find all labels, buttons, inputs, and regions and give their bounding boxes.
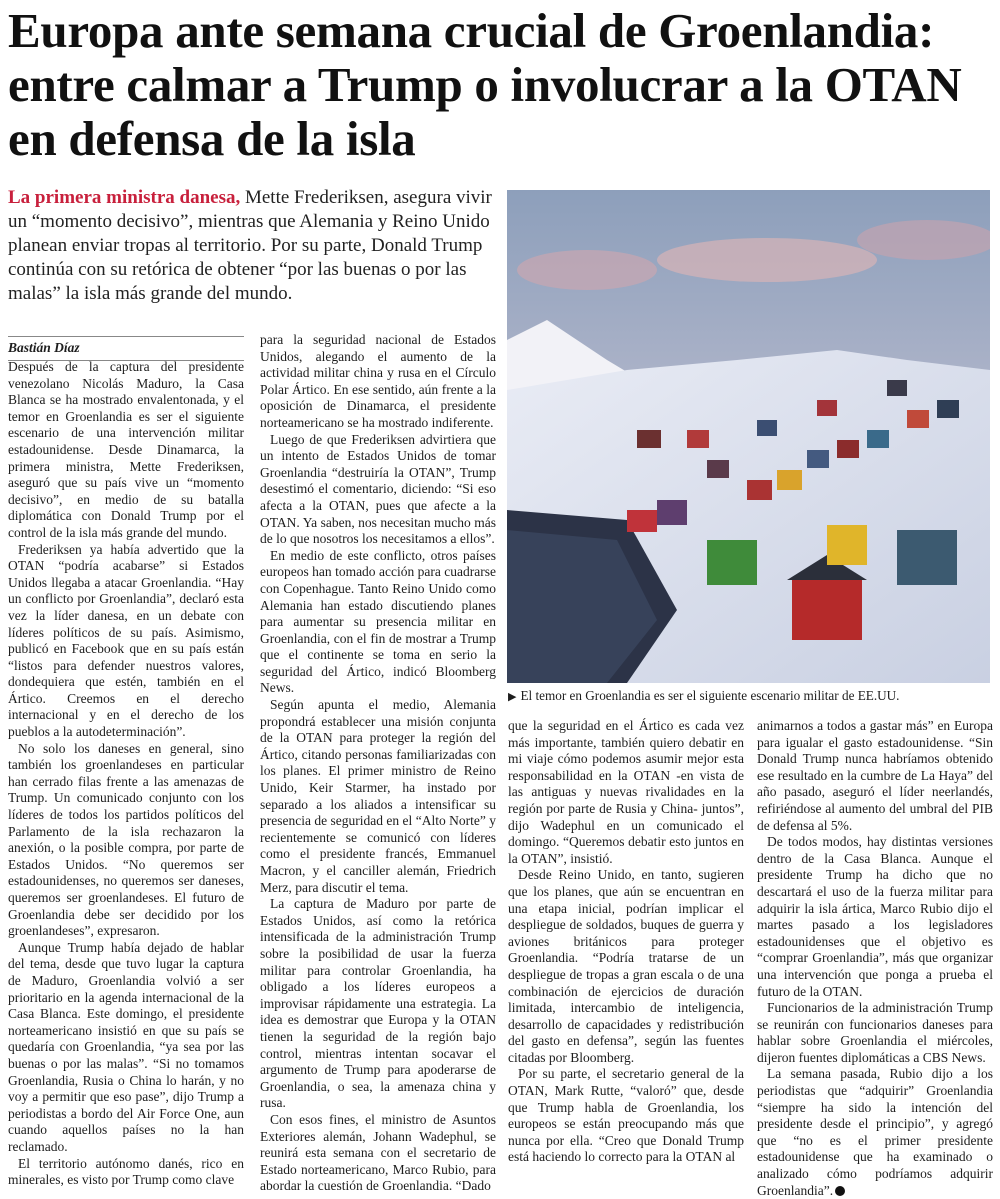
paragraph: Después de la captura del presidente venezolano Nicolás Maduro, la Casa Blanca se ha mostrado envalentonada, y el temor en Groenlandia es ser el siguiente escenario de una intervención militar estadounidense. Desde Dinamarca, la primera ministra, Mette Frederiksen, aseguró que su país vive un “momento decisivo”, en medio de su batalla diplomática con Donald Trump por el control de la isla más grande del mundo.: [8, 359, 244, 540]
photo-caption: [508, 688, 993, 705]
paragraph: La captura de Maduro por parte de Estados Unidos, así como la retórica intensificada de la administración Trump sobre la posibilidad de usar la fuerza militar para controlar Groenlandia, ha obligado a los líderes europeos a improvisar rápidamente una estrategia. La idea es demostrar que Europa y la OTAN tienen la seguridad de la región bajo control, mientras intentan socavar el argumento de Trump para apoderarse de Groenlandia, o sea, la amenaza china y rusa.: [260, 896, 496, 1111]
paragraph: De todos modos, hay distintas versiones dentro de la Casa Blanca. Aunque el presidente Trump ha dicho que no descartará el uso de la fuerza militar para adquirir la isla ártica, Marco Rubio dijo el martes pasado a los legisladores estadounidenses que el objetivo es “comprar Groenlandia”, más que organizar una intervención que ponga a prueba el futuro de la OTAN.: [757, 834, 993, 999]
paragraph: Luego de que Frederiksen advirtiera que un intento de Estados Unidos de tomar Groenlandia “destruiría la OTAN”, Trump desestimó el comentario, diciendo: “Si eso afecta a la OTAN, pues que afecte a la OTAN. Ya saben, nos necesitan mucho más de lo que nosotros los necesitamos a ellos”.: [260, 431, 496, 547]
article-column-2: [260, 332, 496, 1195]
article-column-4: [757, 718, 993, 1199]
paragraph: para la seguridad nacional de Estados Unidos, alegando el aumento de la actividad militar china y rusa en el Círculo Polar Ártico. En ese sentido, aún frente a la oposición de Dinamarca, el presidente norteamericano se ha mostrado indiferente.: [260, 332, 496, 430]
paragraph: [757, 1066, 993, 1199]
paragraph-text: La semana pasada, Rubio dijo a los periodistas que “adquirir” Groenlandia “siempre ha sido la intención del presidente desde el principio”, y agregó que “no es el primer presidente estadounidense que ha examinado o analizado cómo podríamos adquirir Groenlandia”.: [757, 1066, 993, 1198]
headline: Europa ante semana crucial de Groenlandia: entre calmar a Trump o involucrar a la OTAN en defensa de la isla: [8, 3, 962, 166]
paragraph: En medio de este conflicto, otros países europeos han tomado acción para cuadrarse con Copenhague. Tanto Reino Unido como Alemania han estado discutiendo planes para aumentar su presencia militar en Groenlandia, con el fin de mostrar a Trump que el continente se toma en serio la seguridad del Ártico, indicó Bloomberg News.: [260, 547, 496, 696]
paragraph: Funcionarios de la administración Trump se reunirán con funcionarios daneses para hablar sobre Groenlandia el miércoles, dijeron fuentes diplomáticas a CBS News.: [757, 1000, 993, 1065]
triangle-bullet-icon: ▶: [508, 691, 517, 703]
paragraph: Desde Reino Unido, en tanto, sugieren que los planes, que aún se encuentran en una etapa inicial, podrían implicar el despliegue de soldados, buques de guerra y aviones británicos para proteger Groenlandia. “Podría tratarse de un despliegue de tropas a gran escala o de una combinación de ejercicios de duración limitada, intercambio de inteligencia, desarrollo de capacidades y redistribución del gasto en defensa”, según las fuentes citadas por Bloomberg.: [508, 867, 744, 1065]
end-mark-icon: [835, 1186, 845, 1196]
byline: Bastián Díaz: [8, 336, 244, 361]
paragraph: que la seguridad en el Ártico es cada vez más importante, también quiero debatir en mi viaje cómo podemos asumir mejor esta responsabilidad en la OTAN -en vista de las antiguas y nuevas rivalidades en la región por parte de Rusia y China- juntos”, dijo Wadephul en un comunicado el domingo. “Queremos debatir esto juntos en la OTAN”, insistió.: [508, 718, 744, 866]
article-photo: [507, 190, 990, 683]
paragraph: Con esos fines, el ministro de Asuntos Exteriores alemán, Johann Wadephul, se reunirá esta semana con el secretario de Estado norteamericano, Marco Rubio, para abordar la cuestión de Groenlandia. “Dado: [260, 1111, 496, 1194]
article-column-3: [508, 718, 744, 1166]
article-column-1: [8, 359, 244, 1189]
deck-lead: La primera ministra danesa,: [8, 187, 241, 208]
paragraph: No solo los daneses en general, sino también los groenlandeses en particular han cerrado filas frente a las amenazas de Trump. Un comunicado conjunto con los líderes de todos los partidos políticos del Parlamento de la isla rechazaron la anexión, o la posible compra, por parte de Estados Unidos. “No queremos ser estadounidenses, no queremos ser daneses, queremos ser groenlandeses. El futuro de Groenlandia debe ser decidido por los groenlandeses”, expresaron.: [8, 740, 244, 939]
deck: [8, 186, 496, 306]
caption-text: El temor en Groenlandia es ser el siguiente escenario militar de EE.UU.: [520, 688, 900, 703]
deck-text: Mette Frederiksen, asegura vivir un “momento decisivo”, mientras que Alemania y Reino Unido planean enviar tropas al territorio. Por su parte, Donald Trump continúa con su retórica de obtener “por las buenas o por las malas” la isla más grande del mundo.: [8, 187, 492, 304]
greenland-town-photo: [507, 190, 990, 683]
paragraph: El territorio autónomo danés, rico en minerales, es visto por Trump como clave: [8, 1155, 244, 1188]
paragraph: Aunque Trump había dejado de hablar del tema, desde que tuvo lugar la captura de Maduro, Groenlandia volvió a ser prioritario en la agenda internacional de la Casa Blanca. Este domingo, el presidente norteamericano insistió en que su país se quedaría con Groenlandia, “ya sea por las buenas o por las malas”. “Si no tomamos Groenlandia, Rusia o China lo harán, y no voy a permitir que eso pase”, dijo Trump a periodistas a bordo del Air Force One, aun cuando aquellos países no la han reclamado.: [8, 939, 244, 1154]
paragraph: animarnos a todos a gastar más” en Europa para igualar el gasto estadounidense. “Sin Donald Trump nunca habríamos obtenido ese resultado en la cumbre de La Haya” del año pasado, aseguró el líder neerlandés, refiriéndose al aumento del umbral del PIB de defensa al 5%.: [757, 718, 993, 833]
paragraph: Frederiksen ya había advertido que la OTAN “podría acabarse” si Estados Unidos llegaba a atacar Groenlandia. “Hay un conflicto por Groenlandia”, declaró esta vez la líder danesa, en un debate con líderes políticos de su país. Asimismo, publicó en Facebook que en su país están “listos para defender nuestros valores, dondequiera que estén, también en el Ártico. Creemos en el derecho internacional y en el derecho de los pueblos a la autodeterminación”.: [8, 541, 244, 740]
paragraph: Según apunta el medio, Alemania propondrá establecer una misión conjunta de la OTAN para proteger la región del Ártico, citando personas familiarizadas con los planes. El primer ministro de Reino Unido, Keir Starmer, ha instado por separado a los aliados a intensificar su presencia de seguridad en el “Alto Norte” y recientemente se comunicó con líderes como el presidente francés, Emmanuel Macron, y el canciller alemán, Friedrich Merz, para discutir el tema.: [260, 697, 496, 895]
paragraph: Por su parte, el secretario general de la OTAN, Mark Rutte, “valoró” que, desde que Trump habla de Groenlandia, los europeos se están preocupando más que nunca por ella. “Creo que Donald Trump está haciendo lo correcto para la OTAN al: [508, 1066, 744, 1165]
